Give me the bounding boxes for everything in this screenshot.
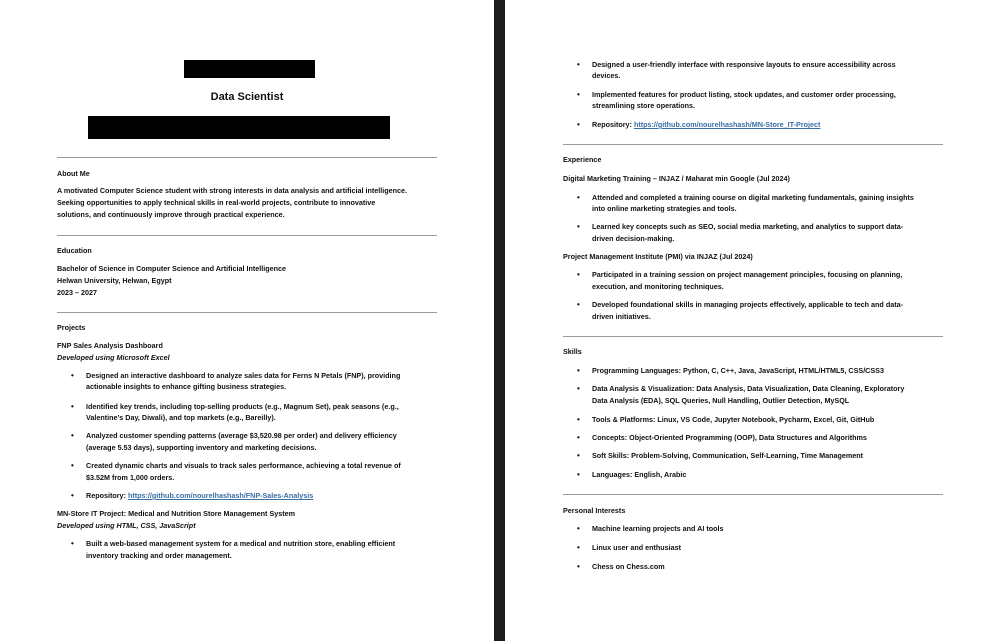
list-item-continuation: inventory tracking and order management. [86, 551, 232, 560]
list-item: • Machine learning projects and AI tools [592, 523, 724, 535]
list-item: • Concepts: Object-Oriented Programming (OOP), Data Structures and Algorithms [592, 432, 867, 444]
list-item-continuation: streamlining store operations. [592, 101, 696, 110]
list-item: • Data Analysis & Visualization: Data Analysis, Data Visualization, Data Cleaning, Exploratory [592, 383, 904, 395]
list-item: • Chess on Chess.com [592, 561, 665, 573]
section-heading-education: Education [57, 246, 92, 255]
list-item-continuation: (average 5.53 days), supporting inventory and marketing decisions. [86, 443, 317, 452]
list-item-continuation: devices. [592, 71, 621, 80]
redacted-name [184, 60, 315, 78]
project-subtitle: Developed using HTML, CSS, JavaScript [57, 521, 196, 530]
section-divider [57, 235, 437, 236]
about-line: solutions, and continuously improve through practical experience. [57, 210, 285, 219]
list-item: • Identified key trends, including top-selling products (e.g., Magnum Set), peak seasons (e.g., [86, 401, 399, 413]
list-item: • Designed an interactive dashboard to analyze sales data for Ferns N Petals (FNP), providing [86, 370, 400, 382]
list-item: • Participated in a training session on project management principles, focusing on planning, [592, 269, 902, 281]
list-item: • Built a web-based management system for a medical and nutrition store, enabling efficient [86, 538, 395, 550]
list-item: • Learned key concepts such as SEO, social media marketing, and analytics to support data- [592, 221, 903, 233]
list-item-continuation: driven initiatives. [592, 312, 651, 321]
list-item: • Developed foundational skills in managing projects effectively, applicable to tech and data- [592, 299, 903, 311]
list-item-continuation: Valentine’s Day, Diwali), and top markets (e.g., Bareilly). [86, 413, 276, 422]
list-item-continuation: $3.52M from 1,000 orders. [86, 473, 175, 482]
list-item-continuation: actionable insights to enhance gifting business strategies. [86, 382, 287, 391]
education-degree: Bachelor of Science in Computer Science and Artificial Intelligence [57, 264, 286, 273]
list-item: • Created dynamic charts and visuals to track sales performance, achieving a total revenue of [86, 460, 401, 472]
section-heading-experience: Experience [563, 155, 602, 164]
section-heading-projects: Projects [57, 323, 86, 332]
list-item: • Designed a user-friendly interface with responsive layouts to ensure accessibility across [592, 59, 896, 71]
list-item: • Tools & Platforms: Linux, VS Code, Jupyter Notebook, Pycharm, Excel, Git, GitHub [592, 414, 874, 426]
experience-title: Project Management Institute (PMI) via INJAZ (Jul 2024) [563, 252, 753, 261]
list-item: • Linux user and enthusiast [592, 542, 681, 554]
project-subtitle: Developed using Microsoft Excel [57, 353, 170, 362]
section-divider [563, 336, 943, 337]
resume-page-1 [0, 0, 494, 641]
section-divider [563, 144, 943, 145]
education-years: 2023 – 2027 [57, 288, 97, 297]
list-item: • Repository: https://github.com/nourelhashash/FNP-Sales-Analysis [86, 490, 313, 502]
list-item: • Programming Languages: Python, C, C++, Java, JavaScript, HTML/HTML5, CSS/CSS3 [592, 365, 884, 377]
list-item-continuation: execution, and monitoring techniques. [592, 282, 724, 291]
experience-title: Digital Marketing Training – INJAZ / Maharat min Google (Jul 2024) [563, 174, 790, 183]
section-divider [57, 157, 437, 158]
list-item-continuation: into online marketing strategies and tools. [592, 204, 737, 213]
project-title: MN-Store IT Project: Medical and Nutrition Store Management System [57, 509, 296, 518]
list-item-continuation: Data Analysis (EDA), SQL Queries, Null Handling, Outlier Detection, MySQL [592, 396, 850, 405]
section-divider [57, 312, 437, 313]
resume-page-2 [505, 0, 1000, 641]
redacted-contact-info [88, 116, 390, 139]
list-item: • Attended and completed a training course on digital marketing fundamentals, gaining insights [592, 192, 914, 204]
about-line: A motivated Computer Science student with strong interests in data analysis and artificial intelligence. [57, 186, 408, 195]
list-item: • Languages: English, Arabic [592, 469, 686, 481]
repository-link[interactable]: https://github.com/nourelhashash/MN-Store_IT-Project [633, 120, 821, 129]
page-gutter [494, 0, 505, 641]
section-divider [563, 494, 943, 495]
section-heading-skills: Skills [563, 347, 582, 356]
list-item-continuation: driven decision-making. [592, 234, 675, 243]
list-item: • Repository: https://github.com/nourelhashash/MN-Store_IT-Project [592, 119, 820, 131]
resume-title: Data Scientist [210, 91, 284, 103]
repository-link[interactable]: https://github.com/nourelhashash/FNP-Sales-Analysis [127, 491, 314, 500]
project-title: FNP Sales Analysis Dashboard [57, 341, 163, 350]
education-school: Helwan University, Helwan, Egypt [57, 276, 172, 285]
list-item: • Implemented features for product listing, stock updates, and customer order processing, [592, 89, 896, 101]
section-heading-about: About Me [57, 169, 90, 178]
section-heading-interests: Personal Interests [563, 506, 626, 515]
list-item: • Analyzed customer spending patterns (average $3,520.98 per order) and delivery efficiency [86, 430, 397, 442]
list-item: • Soft Skills: Problem-Solving, Communication, Self-Learning, Time Management [592, 450, 863, 462]
about-line: Seeking opportunities to apply technical skills in real-world projects, contribute to innovative [57, 198, 376, 207]
